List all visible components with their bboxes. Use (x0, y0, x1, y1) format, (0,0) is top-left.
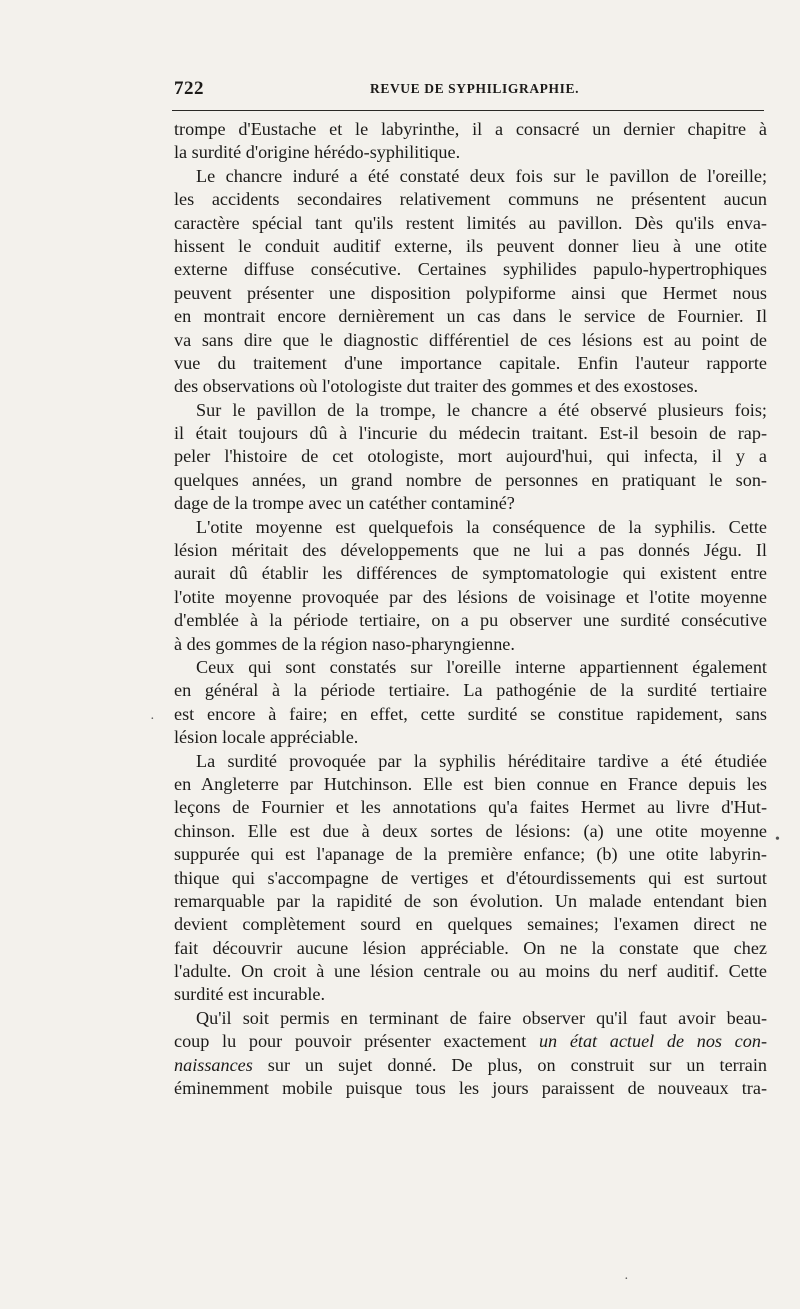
text-line: d'emblée à la période tertiaire, on a pu observer une surdité consécutive (174, 610, 767, 631)
margin-dot: • (775, 832, 780, 847)
text-line: peler l'histoire de cet otologiste, mort aujourd'hui, qui infecta, il y a (174, 446, 767, 467)
text-line: thique qui s'accompagne de vertiges et d'étourdissements qui est surtout (174, 867, 767, 888)
text-line: externe diffuse consécutive. Certaines syphilides papulo-hypertrophiques (174, 259, 767, 280)
text-line: en montrait encore dernièrement un cas dans le service de Fournier. Il (174, 306, 767, 327)
text-line: La surdité provoquée par la syphilis héréditaire tardive a été étudiée (196, 750, 767, 771)
text-line: Ceux qui sont constatés sur l'oreille interne appartiennent également (196, 656, 767, 677)
text-line: l'adulte. On croit à une lésion centrale ou au moins du nerf auditif. Cette (174, 961, 767, 982)
text-line: peuvent présenter une disposition polypiforme ainsi que Hermet nous (174, 282, 767, 303)
margin-dot: · (150, 712, 155, 727)
body-text (174, 118, 767, 1100)
text-line: en général à la période tertiaire. La pathogénie de la surdité tertiaire (174, 680, 767, 701)
text-line: dage de la trompe avec un catéther contaminé? (174, 493, 515, 514)
text-line: L'otite moyenne est quelquefois la conséquence de la syphilis. Cette (196, 516, 767, 537)
text-line: Le chancre induré a été constaté deux fois sur le pavillon de l'oreille; (196, 165, 767, 186)
text-line: éminemment mobile puisque tous les jours paraissent de nouveaux tra- (174, 1078, 767, 1099)
header-rule (172, 110, 764, 111)
text-segment: coup lu pour pouvoir présenter exactement (174, 1031, 527, 1052)
text-line: remarquable par la rapidité de son évolution. Un malade entendant bien (174, 890, 767, 911)
text-line: Qu'il soit permis en terminant de faire observer qu'il faut avoir beau- (196, 1007, 767, 1028)
italic-phrase: naissances (174, 1054, 253, 1075)
page-number: 722 (174, 78, 204, 99)
text-line: en Angleterre par Hutchinson. Elle est bien connue en France depuis les (174, 773, 767, 794)
text-line: est encore à faire; en effet, cette surdité se constitue rapidement, sans (174, 703, 767, 724)
text-line: les accidents secondaires relativement communs ne présentent aucun (174, 189, 767, 210)
page-speck: · (624, 1272, 629, 1287)
text-line: il était toujours dû à l'incurie du médecin traitant. Est-il besoin de rap- (174, 423, 767, 444)
text-line: trompe d'Eustache et le labyrinthe, il a consacré un dernier chapitre à (174, 119, 767, 139)
text-line: suppurée qui est l'apanage de la première enfance; (b) une otite labyrin- (174, 844, 767, 865)
text-line: devient complètement sourd en quelques semaines; l'examen direct ne (174, 914, 767, 935)
text-line (174, 1054, 767, 1077)
text-line: leçons de Fournier et les annotations qu'a faites Hermet au livre d'Hut- (174, 797, 767, 818)
text-line: la surdité d'origine hérédo-syphilitique. (174, 142, 461, 163)
text-line: lésion méritait des développements que ne lui a pas donnés Jégu. Il (174, 540, 767, 561)
text-line: à des gommes de la région naso-pharyngienne. (174, 633, 515, 654)
text-line: hissent le conduit auditif externe, ils peuvent donner lieu à une otite (174, 235, 767, 256)
text-segment: sur un sujet donné. De plus, on construit sur un terrain (267, 1054, 767, 1075)
text-line: quelques années, un grand nombre de personnes en pratiquant le son- (174, 469, 767, 490)
text-line: vue du traitement d'une importance capitale. Enfin l'auteur rapporte (174, 352, 767, 373)
text-line: caractère spécial tant qu'ils restent limités au pavillon. Dès qu'ils enva- (174, 212, 767, 233)
text-line: surdité est incurable. (174, 984, 326, 1005)
text-line: lésion locale appréciable. (174, 727, 359, 748)
text-line: va sans dire que le diagnostic différentiel de ces lésions est au point de (174, 329, 767, 350)
page-header (174, 78, 764, 102)
text-line: aurait dû établir les différences de symptomatologie qui existent entre (174, 563, 767, 584)
text-line (174, 1030, 767, 1053)
italic-phrase: un état actuel de nos con- (538, 1031, 767, 1052)
text-line: fait découvrir aucune lésion appréciable. On ne la constate que chez (174, 937, 767, 958)
running-title: REVUE DE SYPHILIGRAPHIE. (370, 81, 580, 96)
text-line: chinson. Elle est due à deux sortes de lésions: (a) une otite moyenne (174, 820, 767, 841)
text-line: Sur le pavillon de la trompe, le chancre a été observé plusieurs fois; (196, 399, 767, 420)
text-line: des observations où l'otologiste dut traiter des gommes et des exostoses. (174, 376, 699, 397)
text-line: l'otite moyenne provoquée par des lésions de voisinage et l'otite moyenne (174, 586, 767, 607)
